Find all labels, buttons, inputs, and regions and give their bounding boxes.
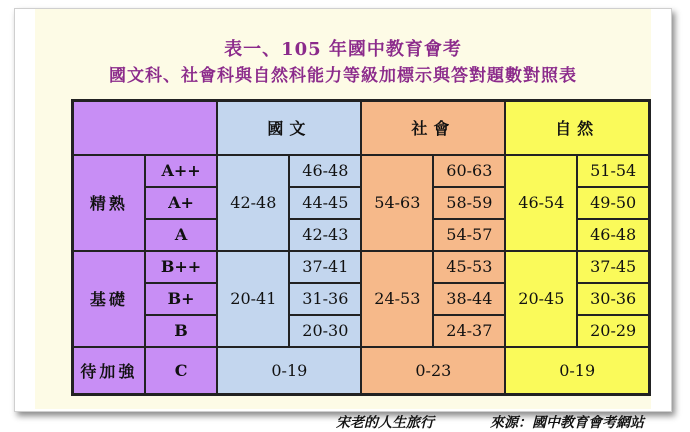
sublevel-label: B+ [145,283,218,315]
footer-author: 宋老的人生旅行 [336,415,434,431]
social-range: 54-63 [361,155,433,251]
chinese-score: 0-19 [217,347,361,395]
sublevel-label: A [145,219,218,251]
social-score: 60-63 [433,155,505,187]
table-title: 表一、105 年國中教育會考 [224,39,462,60]
science-score: 51-54 [577,155,649,187]
social-score: 54-57 [433,219,505,251]
social-score: 58-59 [433,187,505,219]
social-score: 38-44 [433,283,505,315]
table-row [73,347,650,395]
header-chinese: 國文 [217,101,361,155]
social-score: 24-37 [433,315,505,347]
chinese-score: 37-41 [289,251,361,283]
header-corner [73,101,218,155]
science-score: 0-19 [505,347,649,395]
science-range: 20-45 [505,251,577,347]
sublevel-label: A+ [145,187,218,219]
social-range: 24-53 [361,251,433,347]
science-score: 46-48 [577,219,649,251]
header-row [73,101,650,155]
header-science: 自然 [505,101,649,155]
card-background [35,9,651,409]
footer-source: 來源：國中教育會考網站 [490,415,644,431]
social-score: 45-53 [433,251,505,283]
science-score: 49-50 [577,187,649,219]
chinese-score: 20-30 [289,315,361,347]
level-label-basic: 基礎 [73,251,145,347]
chinese-score: 42-43 [289,219,361,251]
table-card [14,8,672,412]
social-score: 0-23 [361,347,505,395]
chinese-range: 42-48 [217,155,289,251]
science-score: 37-45 [577,251,649,283]
table-row [73,251,650,283]
sublevel-label: B [145,315,218,347]
sublevel-label: B++ [145,251,218,283]
chinese-score: 46-48 [289,155,361,187]
sublevel-label: A++ [145,155,218,187]
level-label-needs-improvement: 待加強 [73,347,145,395]
table-subtitle: 國文科、社會科與自然科能力等級加標示與答對題數對照表 [109,66,577,86]
chinese-score: 44-45 [289,187,361,219]
chinese-range: 20-41 [217,251,289,347]
chinese-score: 31-36 [289,283,361,315]
science-score: 30-36 [577,283,649,315]
header-social: 社會 [361,101,505,155]
science-score: 20-29 [577,315,649,347]
science-range: 46-54 [505,155,577,251]
sublevel-label: C [145,347,218,395]
level-label-proficient: 精熟 [73,155,145,251]
score-table [71,99,651,396]
table-row [73,155,650,187]
